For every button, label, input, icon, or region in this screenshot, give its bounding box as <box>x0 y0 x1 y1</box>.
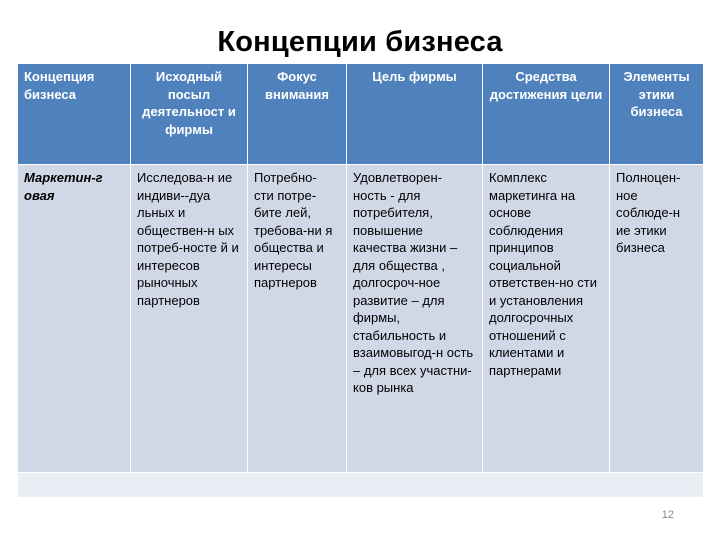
header-goal: Цель фирмы <box>347 64 483 165</box>
header-means: Средства достижения цели <box>483 64 610 165</box>
header-ethics: Элементы этики бизнеса <box>610 64 704 165</box>
slide-title: Концепции бизнеса <box>217 26 503 58</box>
header-premise: Исходный посыл деятельност и фирмы <box>131 64 248 165</box>
page-number: 12 <box>661 509 674 521</box>
table-row <box>18 165 704 473</box>
header-concept: Концепция бизнеса <box>18 64 131 165</box>
cell-focus: Потребно- сти потре-бите лей, требова-ни я общества и интересы партнеров <box>248 165 347 473</box>
cell-concept: Маркетин-г овая <box>18 165 131 473</box>
empty-cell <box>18 473 704 498</box>
cell-premise: Исследова-н ие индиви--дуа льных и обществен-н ых потреб-носте й и интересов рыночных партнеров <box>131 165 248 473</box>
cell-goal: Удовлетворен- ность - для потребителя, повышение качества жизни – для общества , долгосроч-ное развитие – для фирмы, стабильность и взаимовыгод-н ость – для всех участни-ков рынка <box>347 165 483 473</box>
cell-means: Комплекс маркетинга на основе соблюдения принципов социальной ответствен-но сти и установления долгосрочных отношений с клиентами и партнерами <box>483 165 610 473</box>
empty-table-row <box>18 473 704 498</box>
table-header-row <box>18 64 704 165</box>
cell-ethics: Полноцен- ное соблюде-н ие этики бизнеса <box>610 165 704 473</box>
business-concepts-table <box>17 63 704 498</box>
header-focus: Фокус внимания <box>248 64 347 165</box>
